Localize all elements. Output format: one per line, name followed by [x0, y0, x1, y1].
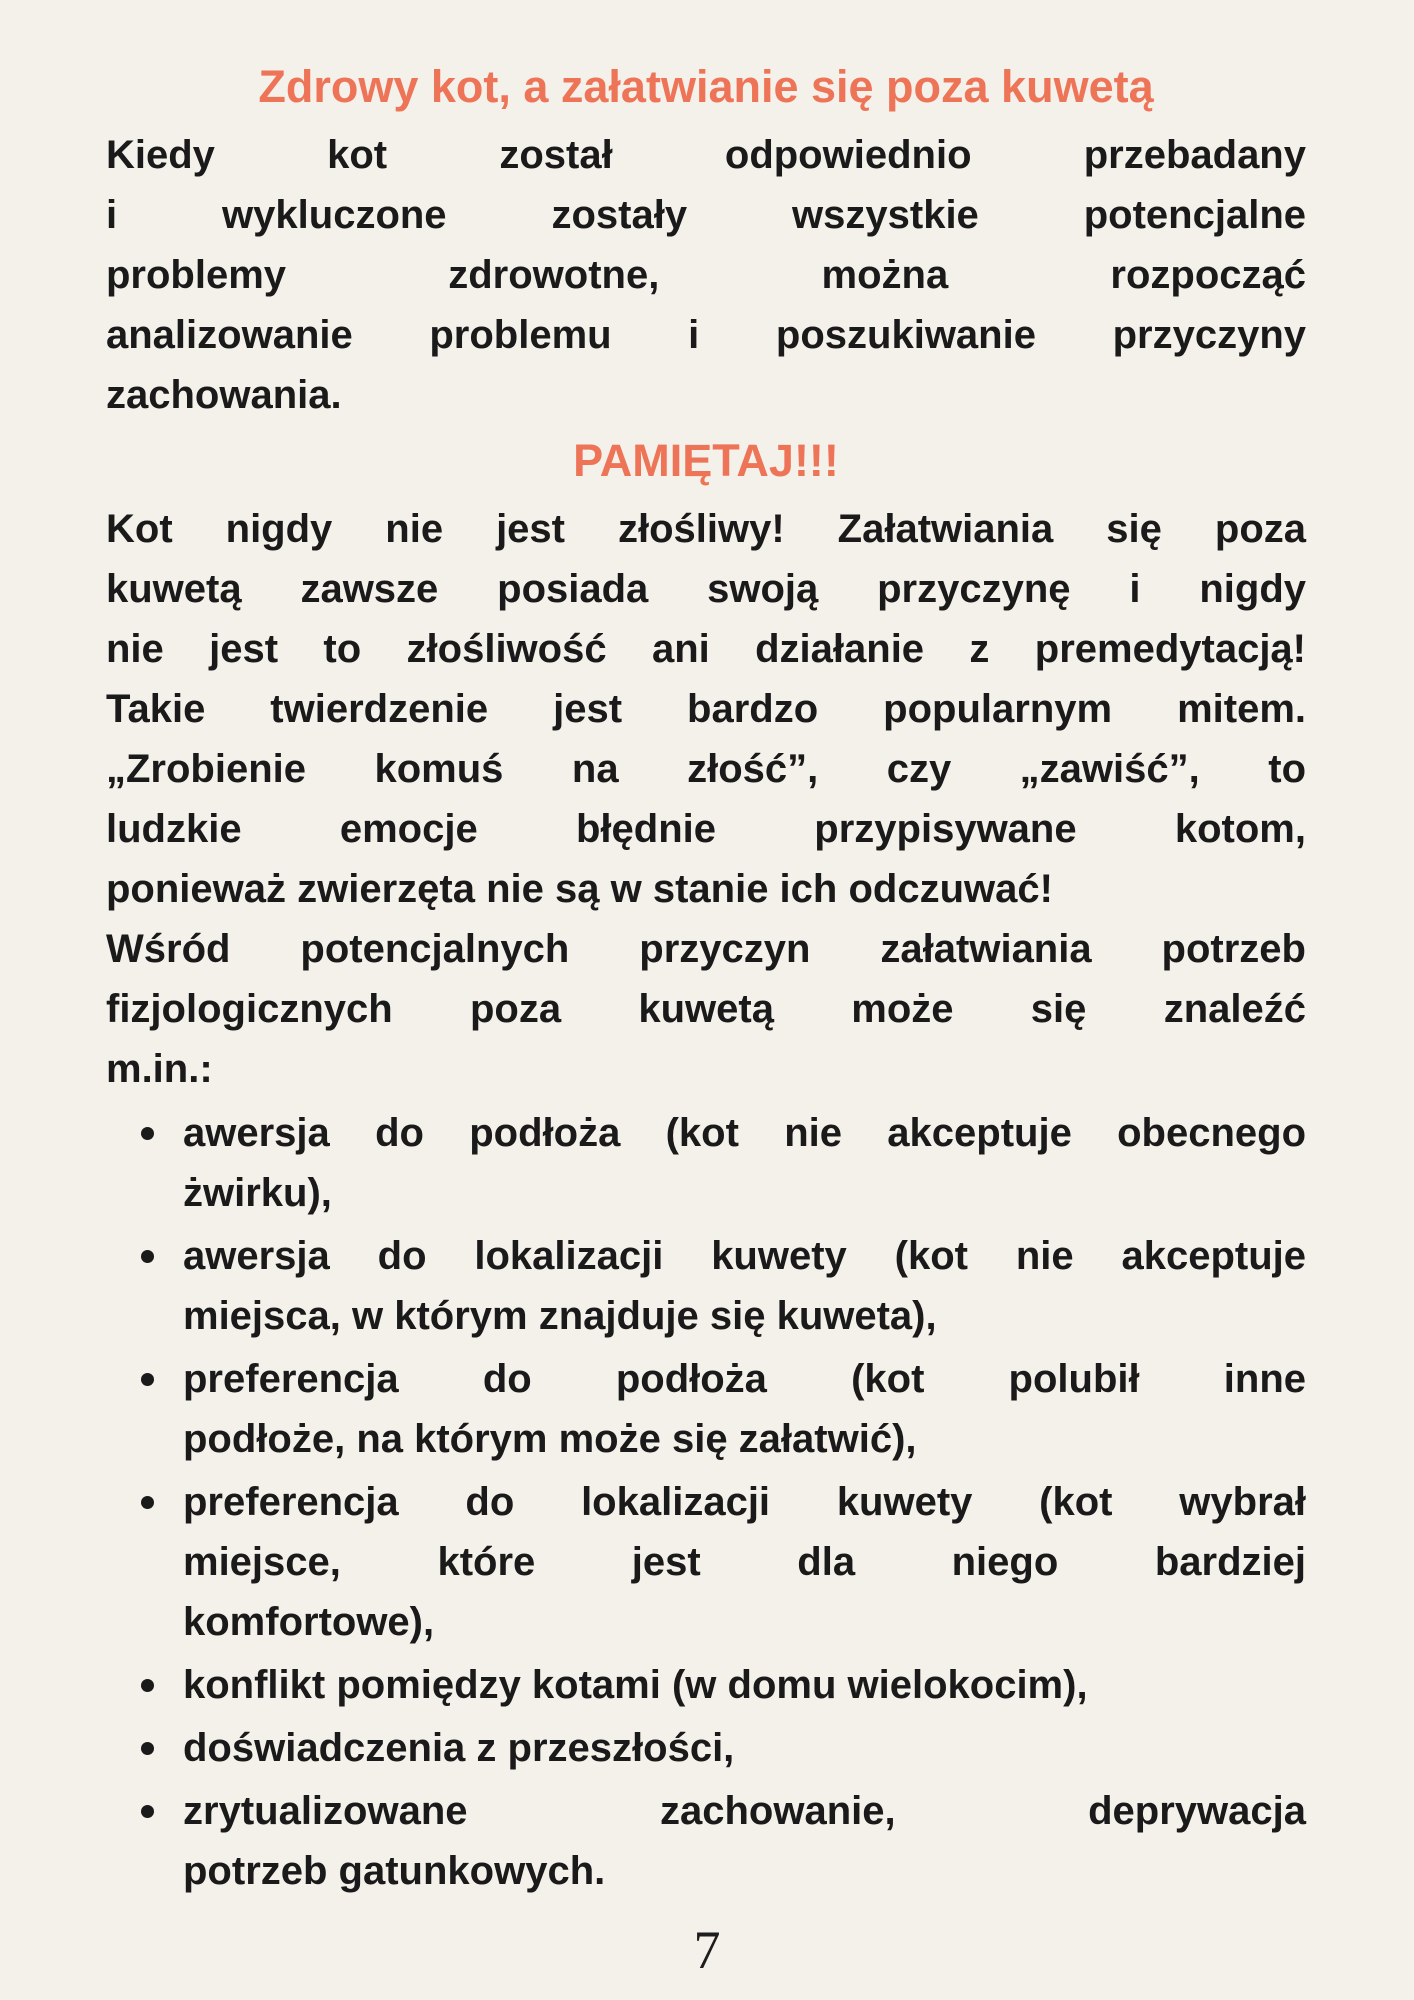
text-line: preferencja do lokalizacji kuwety (kot wybrał [183, 1480, 1306, 1524]
text-line: „Zrobienie komuś na złość”, czy „zawiść”, to [106, 747, 1306, 791]
text-line: Wśród potencjalnych przyczyn załatwiania potrzeb [106, 927, 1306, 971]
text-line: m.in.: [106, 1047, 213, 1091]
text-line: nie jest to złośliwość ani działanie z premedytacją! [106, 627, 1306, 671]
intro-paragraph [106, 125, 1306, 425]
text-line: potrzeb gatunkowych. [183, 1849, 606, 1893]
text-line: preferencja do podłoża (kot polubił inne [183, 1357, 1306, 1401]
list-item [183, 1349, 1306, 1469]
text-line: komfortowe), [183, 1600, 435, 1644]
text-line: zachowania. [106, 373, 342, 417]
text-line: Takie twierdzenie jest bardzo popularnym mitem. [106, 687, 1306, 731]
list-item [183, 1718, 1306, 1778]
text-line: ponieważ zwierzęta nie są w stanie ich odczuwać! [106, 867, 1053, 911]
text-line: ludzkie emocje błędnie przypisywane kotom, [106, 807, 1306, 851]
text-line: żwirku), [183, 1171, 332, 1215]
list-item [183, 1472, 1306, 1652]
text-line: zrytualizowane zachowanie, deprywacja [183, 1789, 1306, 1833]
text-line: kuwetą zawsze posiada swoją przyczynę i nigdy [106, 567, 1306, 611]
text-line: doświadczenia z przeszłości, [183, 1726, 735, 1770]
text-line: konflikt pomiędzy kotami (w domu wielokocim), [183, 1663, 1088, 1707]
text-line: problemy zdrowotne, można rozpocząć [106, 253, 1306, 297]
myth-paragraph [106, 499, 1306, 919]
text-line: awersja do podłoża (kot nie akceptuje obecnego [183, 1111, 1306, 1155]
text-line: i wykluczone zostały wszystkie potencjalne [106, 193, 1306, 237]
text-line: miejsce, które jest dla niego bardziej [183, 1540, 1306, 1584]
text-line: awersja do lokalizacji kuwety (kot nie akceptuje [183, 1234, 1306, 1278]
text-line: Kiedy kot został odpowiednio przebadany [106, 133, 1306, 177]
text-line: miejsca, w którym znajduje się kuweta), [183, 1294, 937, 1338]
text-line: podłoże, na którym może się załatwić), [183, 1417, 917, 1461]
reminder-heading: PAMIĘTAJ!!! [573, 435, 839, 486]
page-title: Zdrowy kot, a załatwianie się poza kuwetą [258, 61, 1154, 112]
text-line: fizjologicznych poza kuwetą może się znaleźć [106, 987, 1306, 1031]
text-line: Kot nigdy nie jest złośliwy! Załatwiania się poza [106, 507, 1306, 551]
causes-intro-paragraph [106, 919, 1306, 1099]
list-item [183, 1655, 1306, 1715]
list-item [183, 1781, 1306, 1901]
list-item [183, 1226, 1306, 1346]
text-line: analizowanie problemu i poszukiwanie przyczyny [106, 313, 1306, 357]
list-item [183, 1103, 1306, 1223]
causes-list [106, 1103, 1306, 1901]
text-column [106, 0, 1306, 1904]
page-number: 7 [693, 1920, 721, 1980]
